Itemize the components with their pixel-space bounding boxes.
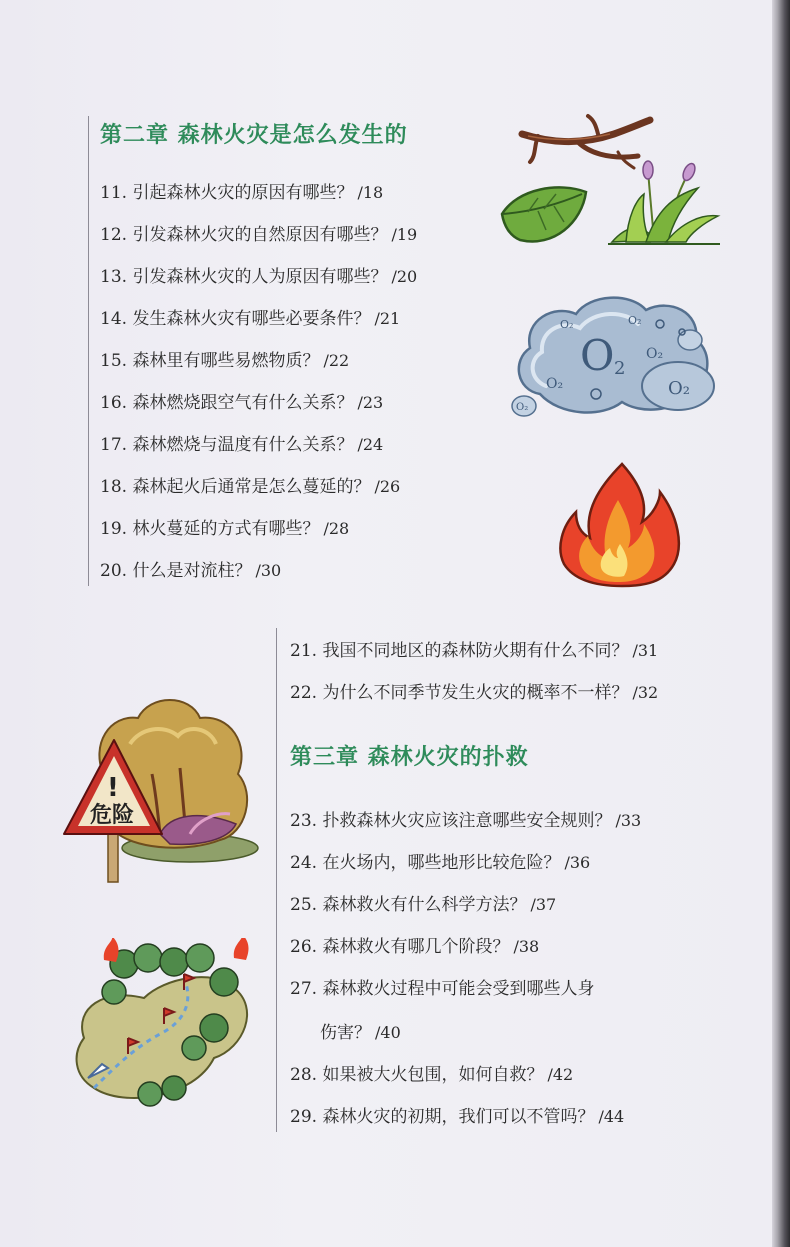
toc-item-25[interactable]: 25. 森林救火有什么科学方法？ /37 (290, 895, 557, 915)
chapter2-title: 第二章 森林火灾是怎么发生的 (100, 123, 408, 148)
danger-exclamation: ! (107, 773, 119, 803)
oxygen-small-2: O₂ (546, 376, 564, 392)
toc-item-12[interactable]: 12. 引发森林火灾的自然原因有哪些？ /19 (100, 225, 418, 245)
toc-item-18[interactable]: 18. 森林起火后通常是怎么蔓延的？ /26 (100, 477, 401, 497)
danger-sign-illustration (60, 684, 260, 884)
oxygen-small-3: O₂ (646, 346, 664, 362)
toc-item-29[interactable]: 29. 森林火灾的初期，我们可以不管吗？ /44 (290, 1107, 625, 1127)
grass-illustration (606, 156, 722, 246)
oxygen-symbol: O (580, 331, 615, 380)
toc-item-24[interactable]: 24. 在火场内，哪些地形比较危险？ /36 (290, 853, 591, 873)
toc-item-26[interactable]: 26. 森林救火有哪几个阶段？ /38 (290, 937, 540, 957)
oxygen-small-5: O₂ (628, 314, 642, 327)
toc-item-27[interactable]: 27. 森林救火过程中可能会受到哪些人身 (290, 979, 595, 999)
toc-item-17[interactable]: 17. 森林燃烧与温度有什么关系？ /24 (100, 435, 384, 455)
toc-item-28[interactable]: 28. 如果被大火包围，如何自救？ /42 (290, 1065, 574, 1085)
chapter3-title: 第三章 森林火灾的扑救 (290, 745, 529, 770)
oxygen-subscript: 2 (614, 358, 626, 379)
oxygen-small-4: O₂ (560, 318, 574, 331)
toc-item-19[interactable]: 19. 林火蔓延的方式有哪些？ /28 (100, 519, 350, 539)
chapter3-divider-line (276, 628, 277, 1132)
toc-item-16[interactable]: 16. 森林燃烧跟空气有什么关系？ /23 (100, 393, 384, 413)
oxygen-small-6: O₂ (516, 402, 529, 413)
oxygen-small-1: O₂ (668, 378, 690, 399)
toc-item-13[interactable]: 13. 引发森林火灾的人为原因有哪些？ /20 (100, 267, 418, 287)
book-spine-shadow (772, 0, 790, 1247)
forest-map-illustration (64, 938, 260, 1108)
toc-item-14[interactable]: 14. 发生森林火灾有哪些必要条件？ /21 (100, 309, 401, 329)
toc-item-20[interactable]: 20. 什么是对流柱？ /30 (100, 561, 282, 581)
toc-item-21[interactable]: 21. 我国不同地区的森林防火期有什么不同？ /31 (290, 641, 659, 661)
danger-sign-text: 危险 (90, 803, 135, 828)
chapter2-divider-line (88, 116, 89, 586)
toc-item-22[interactable]: 22. 为什么不同季节发生火灾的概率不一样？ /32 (290, 683, 659, 703)
toc-item-15[interactable]: 15. 森林里有哪些易燃物质？ /22 (100, 351, 350, 371)
toc-item-27-continued[interactable]: 伤害？ /40 (320, 1023, 401, 1043)
oxygen-cloud-illustration (510, 290, 716, 422)
leaf-illustration (498, 182, 590, 248)
toc-item-23[interactable]: 23. 扑救森林火灾应该注意哪些安全规则？ /33 (290, 811, 642, 831)
toc-item-11[interactable]: 11. 引起森林火灾的原因有哪些？ /18 (100, 183, 384, 203)
flame-illustration (556, 460, 688, 590)
